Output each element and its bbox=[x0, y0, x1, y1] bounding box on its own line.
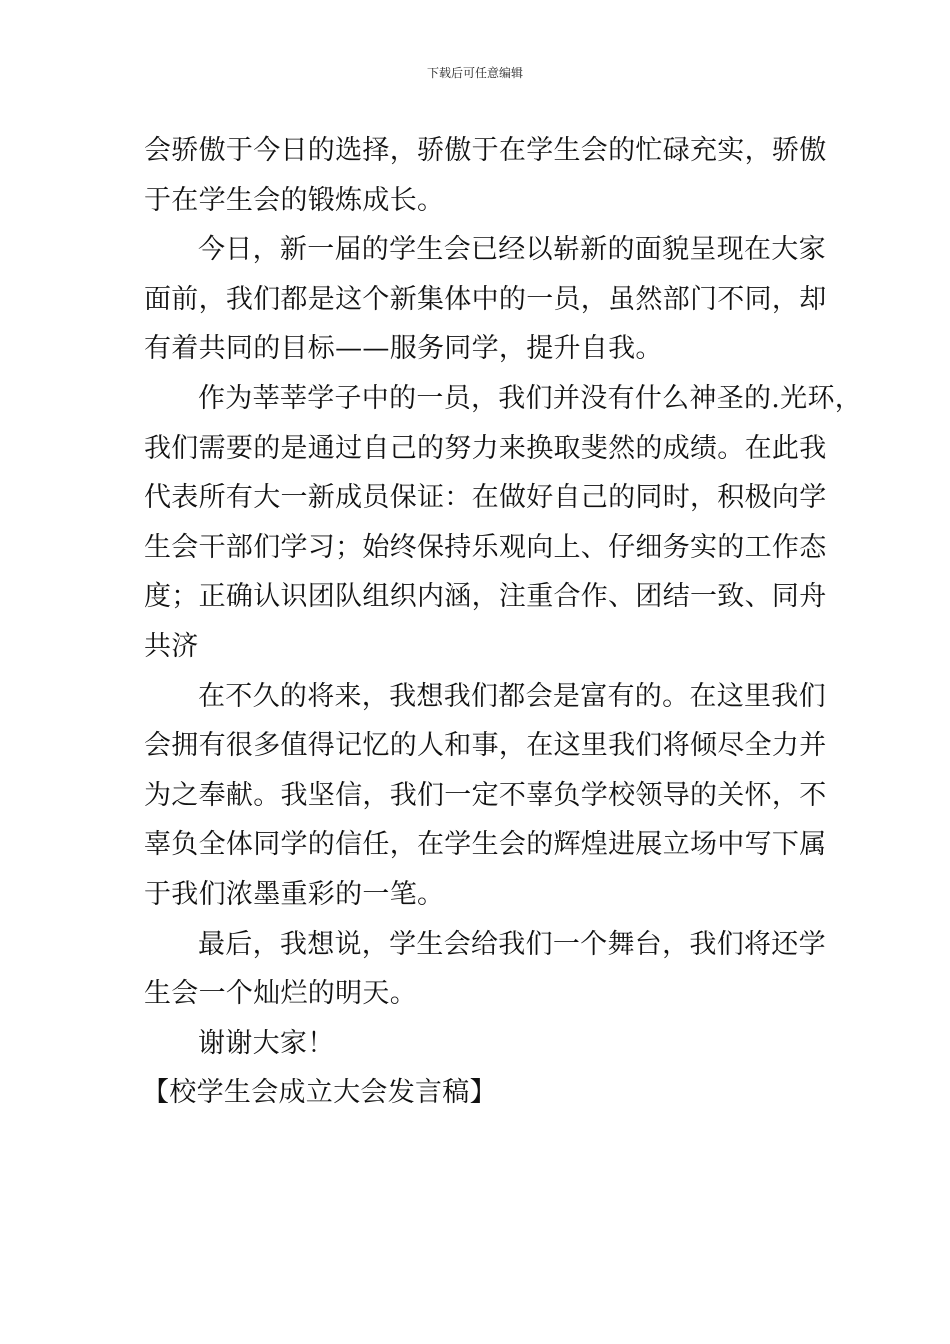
text-line: 面前，我们都是这个新集体中的一员，虽然部门不同，却 bbox=[144, 283, 827, 315]
paragraph-start-line: 今日，新一届的学生会已经以崭新的面貌呈现在大家 bbox=[198, 234, 826, 266]
paragraph-start-line: 最后，我想说，学生会给我们一个舞台，我们将还学 bbox=[198, 928, 826, 960]
text-line: 会拥有很多值得记忆的人和事，在这里我们将倾尽全力并 bbox=[144, 730, 827, 762]
document-title-line: 【校学生会成立大会发言稿】 bbox=[142, 1077, 497, 1109]
text-line: 为之奉献。我坚信，我们一定不辜负学校领导的关怀，不 bbox=[144, 779, 827, 811]
text-line: 于我们浓墨重彩的一笔。 bbox=[144, 878, 445, 910]
text-line: 我们需要的是通过自己的努力来换取斐然的成绩。在此我 bbox=[144, 432, 827, 464]
text-line: 有着共同的目标——服务同学，提升自我。 bbox=[144, 333, 663, 365]
text-line: 代表所有大一新成员保证：在做好自己的同时，积极向学 bbox=[144, 482, 827, 514]
text-line: 度；正确认识团队组织内涵，注重合作、团结一致、同舟 bbox=[144, 581, 827, 613]
paragraph-start-line: 作为莘莘学子中的一员，我们并没有什么神圣的.光环， bbox=[198, 382, 863, 414]
closing-thanks-line: 谢谢大家！ bbox=[198, 1027, 335, 1059]
text-line: 生会干部们学习；始终保持乐观向上、仔细务实的工作态 bbox=[144, 531, 827, 563]
text-line: 共济 bbox=[144, 630, 199, 662]
paragraph-start-line: 在不久的将来，我想我们都会是富有的。在这里我们 bbox=[198, 680, 826, 712]
text-line: 会骄傲于今日的选择，骄傲于在学生会的忙碌充实，骄傲 bbox=[144, 135, 827, 166]
text-line: 辜负全体同学的信任，在学生会的辉煌进展立场中写下属 bbox=[144, 829, 827, 861]
speech-body bbox=[142, 126, 863, 1118]
page-header: 下载后可任意编辑 bbox=[426, 66, 523, 80]
text-line: 生会一个灿烂的明天。 bbox=[144, 978, 417, 1010]
text-line: 于在学生会的锻炼成长。 bbox=[144, 184, 445, 216]
